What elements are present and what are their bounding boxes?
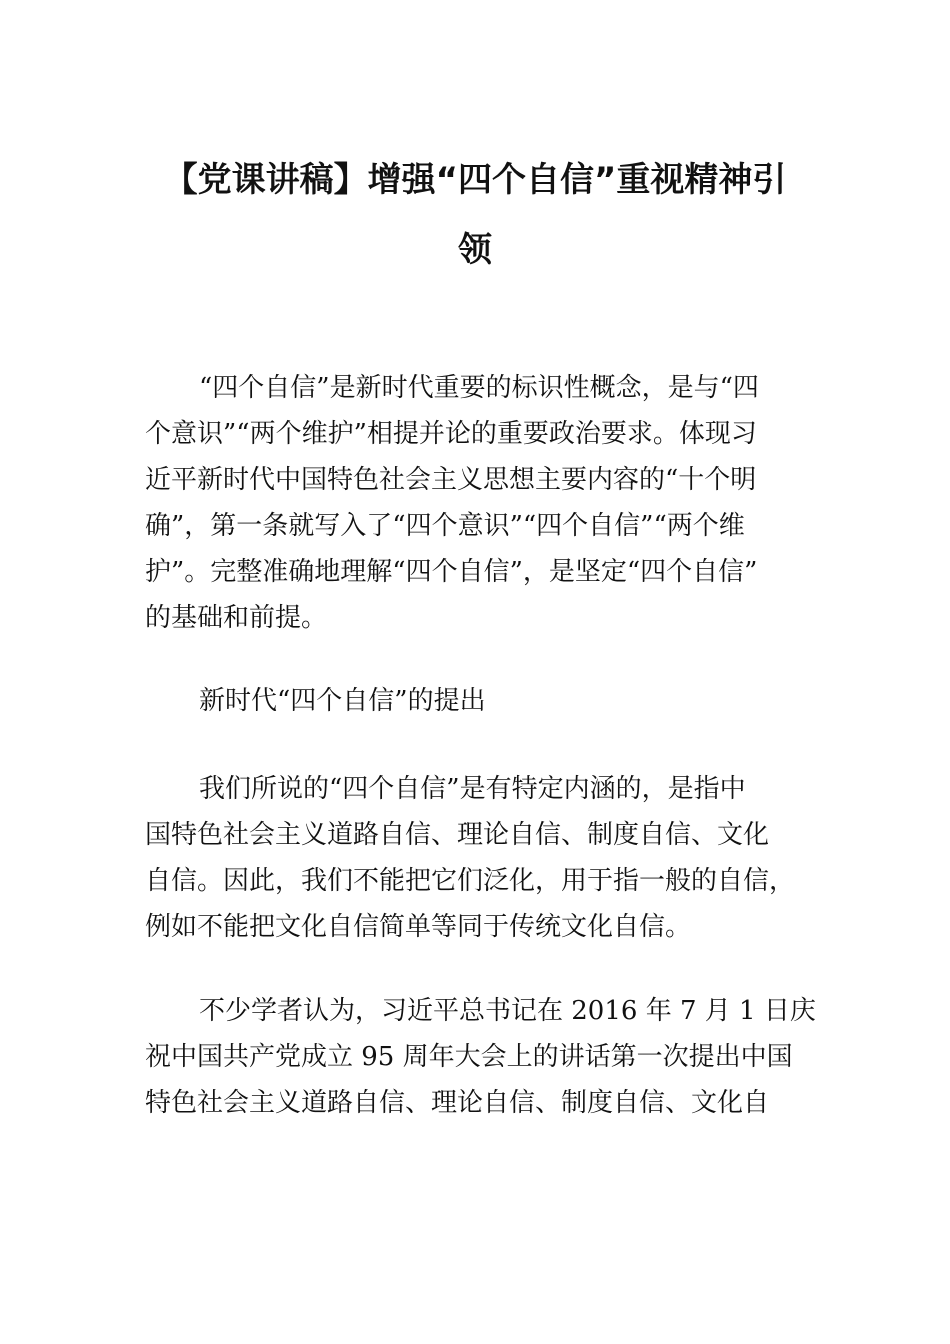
paragraph-line: 确”，第一条就写入了“四个意识”“四个自信”“两个维 <box>145 511 745 541</box>
paragraph-line: 护”。完整准确地理解“四个自信”，是坚定“四个自信” <box>145 557 758 587</box>
paragraph-line: 的基础和前提。 <box>145 603 328 633</box>
paragraph-origin <box>145 988 835 1126</box>
paragraph-line: 祝中国共产党成立 95 周年大会上的讲话第一次提出中国 <box>145 1042 793 1072</box>
paragraph-line: 特色社会主义道路自信、理论自信、制度自信、文化自 <box>145 1088 770 1118</box>
paragraph-line: 近平新时代中国特色社会主义思想主要内容的“十个明 <box>145 465 757 495</box>
paragraph-line: 不少学者认为，习近平总书记在 2016 年 7 月 1 日庆 <box>199 996 816 1026</box>
document-title-line-2: 领 <box>458 230 492 270</box>
section-heading-text: 新时代“四个自信”的提出 <box>199 686 486 716</box>
paragraph-line: 国特色社会主义道路自信、理论自信、制度自信、文化 <box>145 820 770 850</box>
paragraph-line: 例如不能把文化自信简单等同于传统文化自信。 <box>145 912 692 942</box>
paragraph-intro <box>145 365 835 641</box>
paragraph-definition <box>145 766 835 950</box>
section-heading <box>145 678 835 724</box>
paragraph-line: 我们所说的“四个自信”是有特定内涵的，是指中 <box>199 774 746 804</box>
paragraph-line: “四个自信”是新时代重要的标识性概念，是与“四 <box>199 373 759 403</box>
document-title-line-1: 【党课讲稿】增强“四个自信”重视精神引 <box>163 160 787 200</box>
paragraph-line: 个意识”“两个维护”相提并论的重要政治要求。体现习 <box>145 419 757 449</box>
paragraph-line: 自信。因此，我们不能把它们泛化，用于指一般的自信， <box>145 866 796 896</box>
